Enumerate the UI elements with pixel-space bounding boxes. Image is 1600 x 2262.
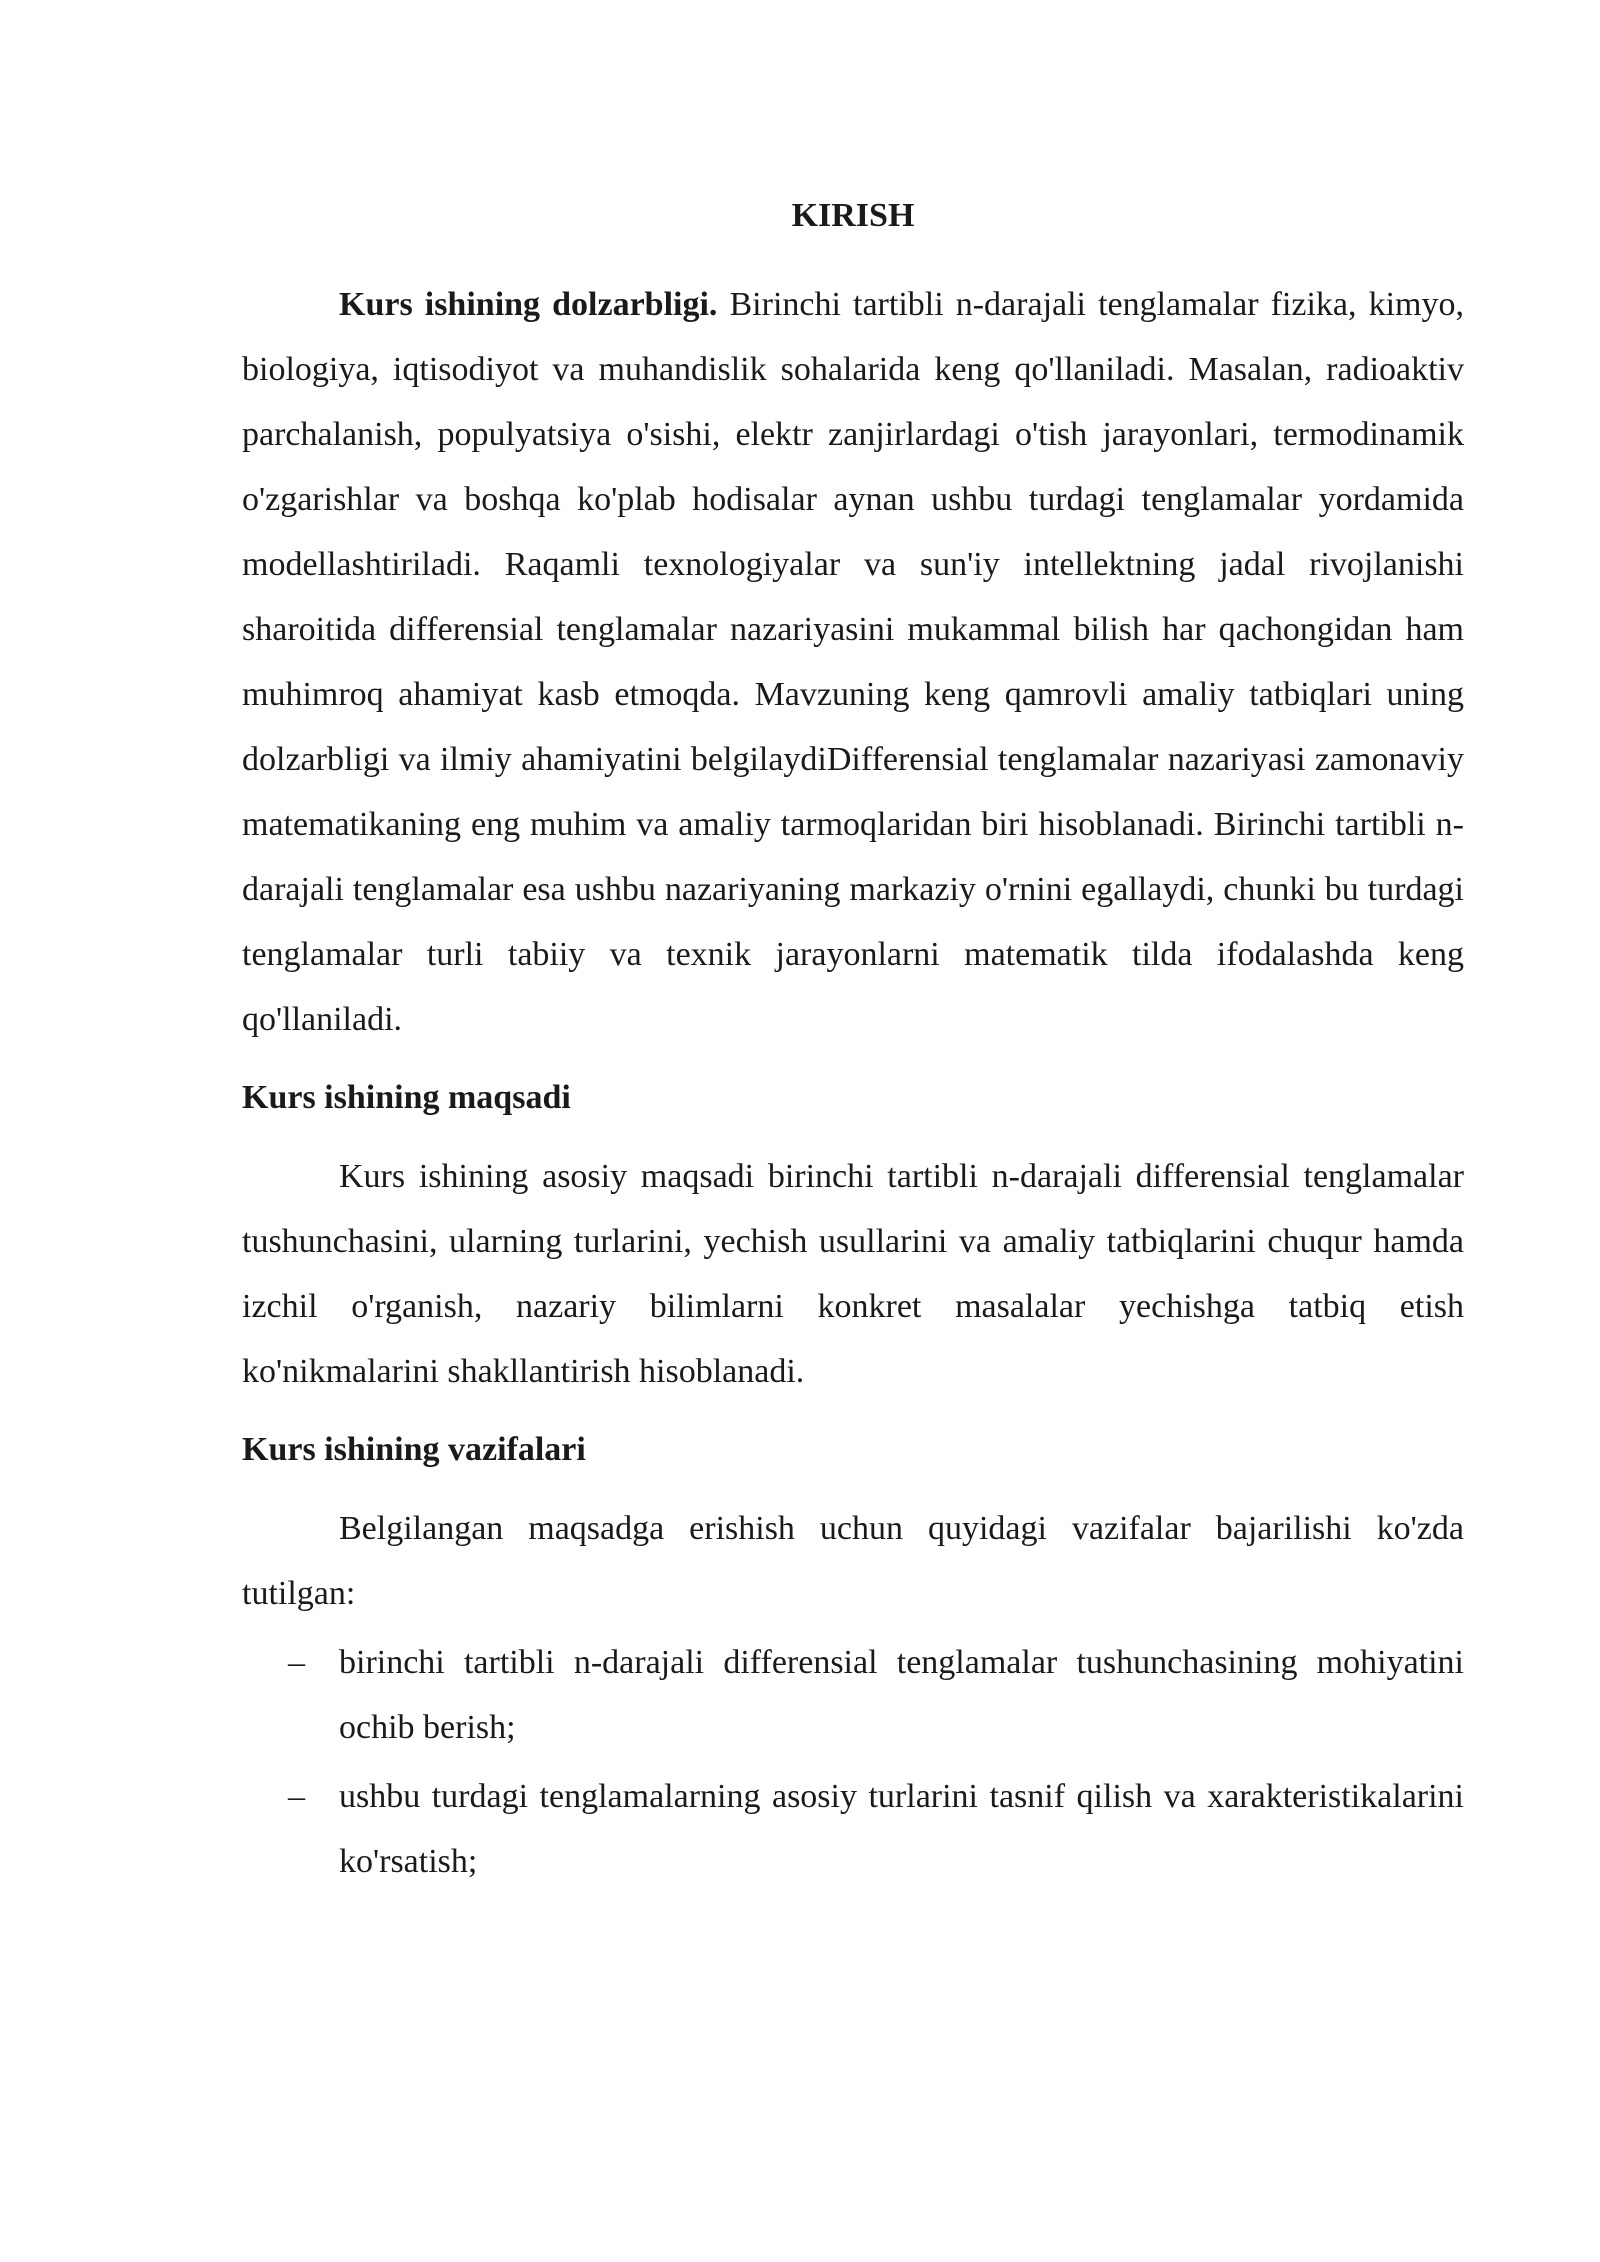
list-item-text: ushbu turdagi tenglamalarning asosiy turlarini tasnif qilish va xarakteristikalarini ko'rsatish; (339, 1778, 1464, 1880)
dash-bullet: – (288, 1778, 305, 1815)
intro-lead: Kurs ishining dolzarbligi. (339, 286, 718, 323)
list-item (242, 1764, 1464, 1894)
list-item (242, 1630, 1464, 1760)
page-title: KIRISH (791, 197, 915, 234)
tasks-list (242, 1630, 1464, 1894)
tasks-heading: Kurs ishining vazifalari (242, 1431, 586, 1468)
list-item-text: birinchi tartibli n-darajali differensial tenglamalar tushunchasining mohiyatini ochib berish; (339, 1644, 1464, 1746)
tasks-paragraph: Belgilangan maqsadga erishish uchun quyidagi vazifalar bajarilishi ko'zda tutilgan: (242, 1510, 1464, 1612)
goal-paragraph: Kurs ishining asosiy maqsadi birinchi tartibli n-darajali differensial tenglamalar tushunchasini, ularning turlarini, yechish usullarini va amaliy tatbiqlarini chuqur hamda izchil o'rganish, nazariy bilimlarni konkret masalalar yechishga tatbiq etish ko'nikmalarini shakllantirish hisoblanadi. (242, 1158, 1464, 1390)
intro-paragraph (242, 272, 1464, 1052)
goal-heading: Kurs ishining maqsadi (242, 1079, 571, 1116)
dash-bullet: – (288, 1644, 305, 1681)
document-page (242, 190, 1464, 1894)
intro-text: Birinchi tartibli n-darajali tenglamalar fizika, kimyo, biologiya, iqtisodiyot va muhandislik sohalarida keng qo'llaniladi. Masalan, radioaktiv parchalanish, populyatsiya o'sishi, elektr zanjirlardagi o'tish jarayonlari, termodinamik o'zgarishlar va boshqa ko'plab hodisalar aynan ushbu turdagi tenglamalar yordamida modellashtiriladi. Raqamli texnologiyalar va sun'iy intellektning jadal rivojlanishi sharoitida differensial tenglamalar nazariyasini mukammal bilish har qachongidan ham muhimroq ahamiyat kasb etmoqda. Mavzuning keng qamrovli amaliy tatbiqlari uning dolzarbligi va ilmiy ahamiyatini belgilaydiDifferensial tenglamalar nazariyasi zamonaviy matematikaning eng muhim va amaliy tarmoqlaridan biri hisoblanadi. Birinchi tartibli n-darajali tenglamalar esa ushbu nazariyaning markaziy o'rnini egallaydi, chunki bu turdagi tenglamalar turli tabiiy va texnik jarayonlarni matematik tilda ifodalashda keng qo'llaniladi. (242, 286, 1464, 1038)
